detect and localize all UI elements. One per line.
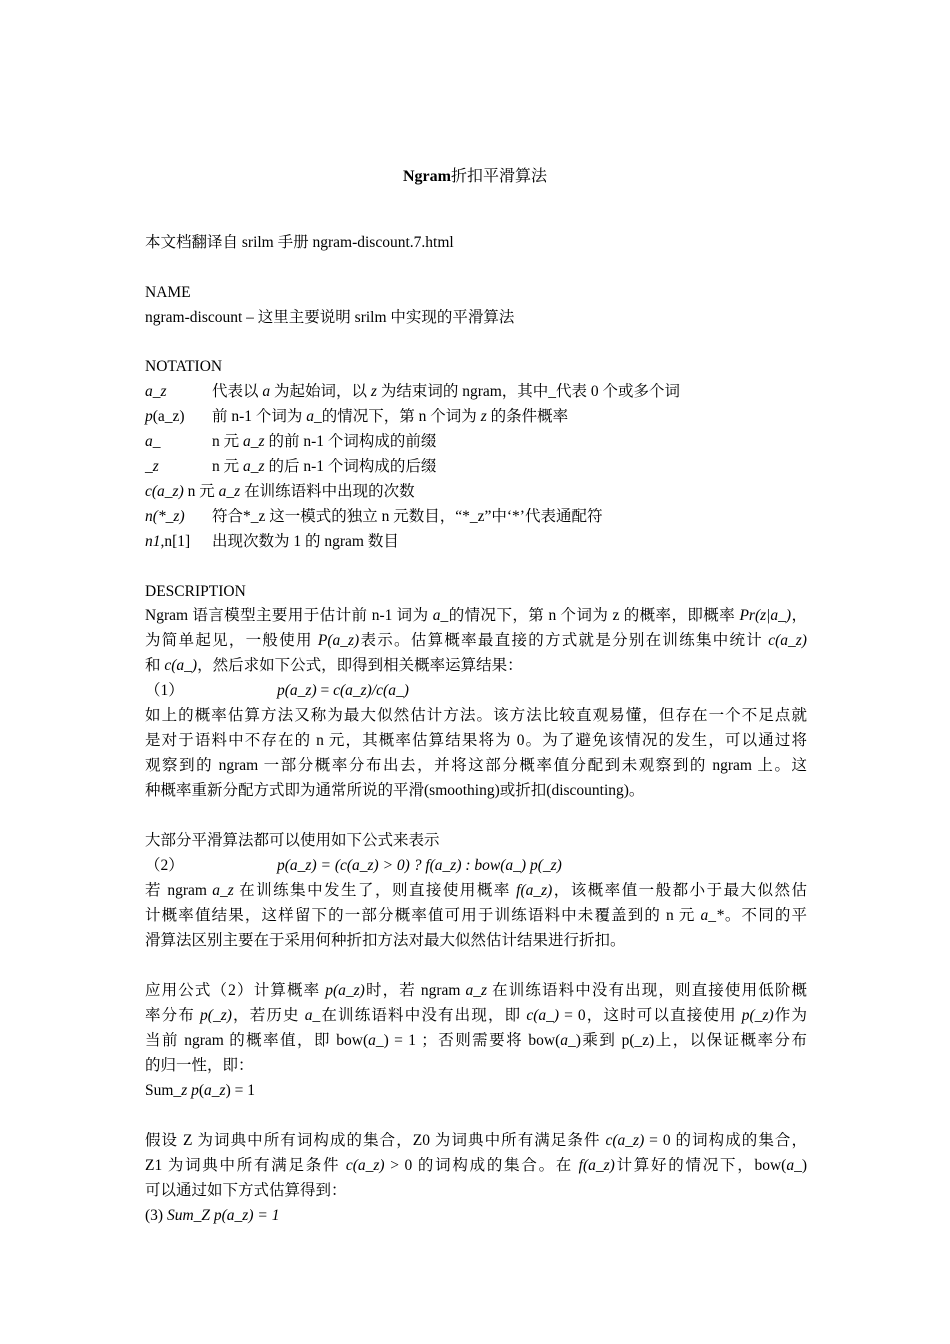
desc-line: 当前 ngram 的概率值，即 bow(a_) = 1 ；否则需要将 bow(a_)乘到 p(_z)上，以保证概率分布 <box>145 1032 807 1049</box>
desc-line: 的归一性，即： <box>145 1057 254 1074</box>
sum-formula: Sum_z p(a_z) = 1 <box>145 1082 255 1099</box>
desc-line: 和 c(a_)，然后求如下公式，即得到相关概率运算结果： <box>145 657 523 674</box>
desc-line: 是对于语料中不存在的 n 元，其概率估算结果将为 0。为了避免该情况的发生，可以通过将 <box>145 732 807 749</box>
formula-2: （2） p(a_z) = (c(a_z) > 0) ? f(a_z) : bow(a_) p(_z) <box>145 857 562 874</box>
doc-title: Ngram折扣平滑算法 <box>403 168 547 185</box>
desc-line: 应用公式（2）计算概率 p(a_z)时，若 ngram a_z 在训练语料中没有出现，则直接使用低阶概 <box>145 982 807 999</box>
notation-row: _z n 元 a_z 的后 n-1 个词构成的后缀 <box>145 458 437 475</box>
desc-line: Ngram 语言模型主要用于估计前 n-1 词为 a_的情况下，第 n 个词为 z 的概率，即概率 Pr(z|a_)， <box>145 607 807 624</box>
desc-line: 大部分平滑算法都可以使用如下公式来表示 <box>145 832 440 849</box>
formula-1: （1） p(a_z) = c(a_z)/c(a_) <box>145 682 409 699</box>
notation-row: c(a_z) n 元 a_z 在训练语料中出现的次数 <box>145 483 415 500</box>
desc-line: Z1 为词典中所有满足条件 c(a_z) > 0 的词构成的集合。在 f(a_z)计算好的情况下，bow(a_) <box>145 1157 807 1174</box>
desc-line: 滑算法区别主要在于采用何种折扣方法对最大似然估计结果进行折扣。 <box>145 932 626 949</box>
desc-line: 为简单起见，一般使用 P(a_z)表示。估算概率最直接的方式就是分别在训练集中统计 c(a_z) <box>145 632 807 649</box>
desc-line: 假设 Z 为词典中所有词构成的集合，Z0 为词典中所有满足条件 c(a_z) = 0 的词构成的集合， <box>145 1132 807 1149</box>
desc-line: 观察到的 ngram 一部分概率分布出去，并将这部分概率值分配到未观察到的 ngram 上。这 <box>145 757 807 774</box>
notation-row: p(a_z) 前 n-1 个词为 a_的情况下，第 n 个词为 z 的条件概率 <box>145 408 569 425</box>
name-text: ngram-discount – 这里主要说明 srilm 中实现的平滑算法 <box>145 309 515 326</box>
notation-heading: NOTATION <box>145 358 223 375</box>
desc-line: 可以通过如下方式估算得到： <box>145 1182 347 1199</box>
description-heading: DESCRIPTION <box>145 583 246 600</box>
formula-3: (3) Sum_Z p(a_z) = 1 <box>145 1207 280 1224</box>
notation-row: n1,n[1] 出现次数为 1 的 ngram 数目 <box>145 533 399 550</box>
notation-row: a_z 代表以 a 为起始词，以 z 为结束词的 ngram，其中_代表 0 个或多个词 <box>145 383 681 400</box>
intro-line: 本文档翻译自 srilm 手册 ngram-discount.7.html <box>145 234 454 251</box>
notation-row: a_ n 元 a_z 的前 n-1 个词构成的前缀 <box>145 433 437 450</box>
notation-row: n(*_z) 符合*_z 这一模式的独立 n 元数目，“*_z”中‘*’代表通配符 <box>145 508 603 525</box>
desc-line: 若 ngram a_z 在训练集中发生了，则直接使用概率 f(a_z)，该概率值一般都小于最大似然估 <box>145 882 807 899</box>
desc-line: 种概率重新分配方式即为通常所说的平滑(smoothing)或折扣(discounting)。 <box>145 782 645 799</box>
desc-line: 率分布 p(_z)，若历史 a_在训练语料中没有出现，即 c(a_) = 0，这时可以直接使用 p(_z)作为 <box>145 1007 807 1024</box>
desc-line: 计概率值结果，这样留下的一部分概率值可用于训练语料中未覆盖到的 n 元 a_*。不同的平 <box>145 907 807 924</box>
name-heading: NAME <box>145 284 191 301</box>
desc-line: 如上的概率估算方法又称为最大似然估计方法。该方法比较直观易懂，但存在一个不足点就 <box>145 707 807 724</box>
